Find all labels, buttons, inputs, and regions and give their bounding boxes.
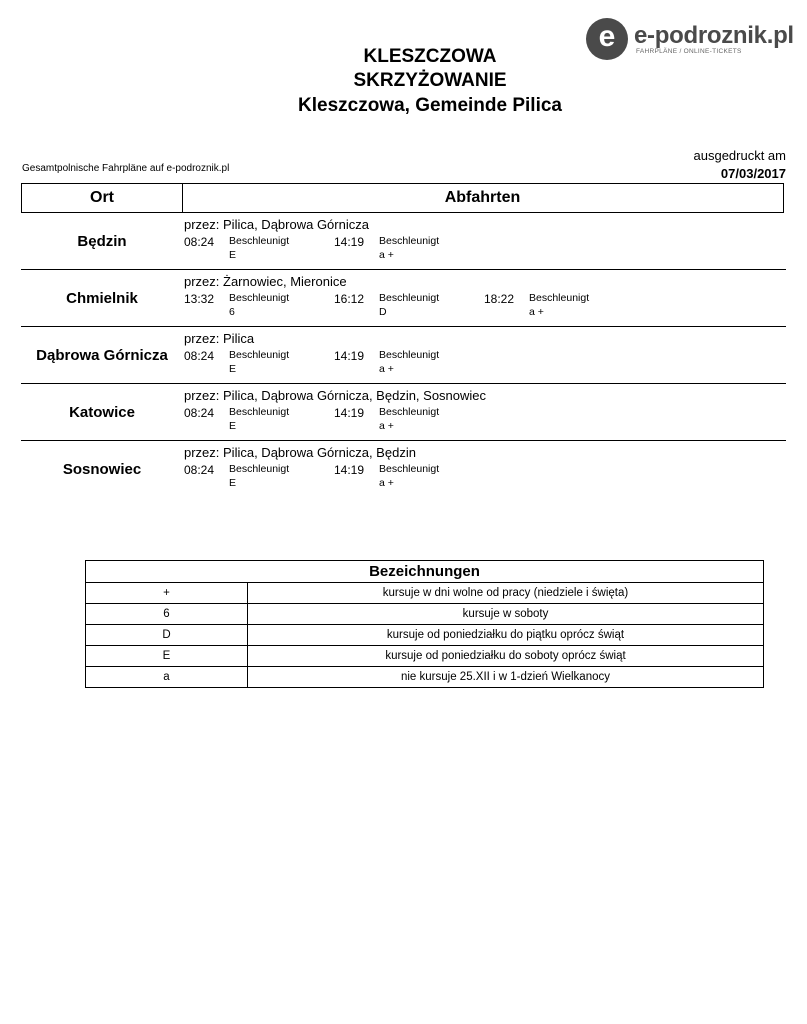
departure [184, 463, 334, 493]
logo [586, 18, 796, 62]
departure-time: 14:19 [334, 235, 365, 249]
destination-name: Sosnowiec [62, 460, 142, 478]
destination-name: Katowice [69, 403, 135, 421]
departure-note: a + [529, 306, 544, 318]
departure-time: 08:24 [184, 349, 215, 363]
legend-description: kursuje od poniedziałku do piątku oprócz świąt [248, 625, 764, 646]
departure [484, 292, 634, 322]
departure-note: E [229, 420, 237, 432]
departure-type: Beschleunigt [379, 406, 440, 418]
logo-text: e-podroznik.pl [634, 22, 794, 49]
departure-type: Beschleunigt [379, 292, 440, 304]
departure-note: a + [379, 363, 394, 375]
column-header-place: Ort [22, 184, 183, 212]
departure-note: D [379, 306, 387, 318]
departure [184, 235, 334, 265]
departure-time: 14:19 [334, 463, 365, 477]
departure-note: a + [379, 420, 394, 432]
departure [184, 292, 334, 322]
legend-row [86, 583, 764, 604]
route-via: przez: Żarnowiec, Mieronice [184, 274, 347, 289]
stop-location: Kleszczowa, Gemeinde Pilica [298, 95, 562, 116]
departure [184, 349, 334, 379]
departure [334, 463, 484, 493]
departure-note: E [229, 249, 237, 261]
departure-type: Beschleunigt [229, 235, 290, 247]
route-via: przez: Pilica [184, 331, 255, 346]
legend-symbol: 6 [86, 604, 248, 625]
column-header-departures: Abfahrten [444, 189, 521, 206]
departure-note: a + [379, 477, 394, 489]
route-via: przez: Pilica, Dąbrowa Górnicza, Będzin, Sosnowiec [184, 388, 487, 403]
destination-row [21, 327, 786, 384]
route-via: przez: Pilica, Dąbrowa Górnicza [184, 217, 369, 232]
departure-note: 6 [229, 306, 235, 318]
departure-note: E [229, 363, 237, 375]
departure-type: Beschleunigt [229, 349, 290, 361]
printed-date: 07/03/2017 [720, 166, 786, 181]
departure-time: 13:32 [184, 292, 215, 306]
legend-row [86, 667, 764, 688]
logo-subtitle: FAHRPLÄNE / ONLINE-TICKETS [636, 48, 742, 55]
destination-name: Chmielnik [66, 289, 138, 307]
destination-row [21, 384, 786, 441]
departure-type: Beschleunigt [229, 292, 290, 304]
departure-time: 08:24 [184, 235, 215, 249]
legend-symbol: D [86, 625, 248, 646]
departure-time: 18:22 [484, 292, 515, 306]
stop-name: KLESZCZOWA [363, 46, 497, 67]
departure [334, 235, 484, 265]
departure-type: Beschleunigt [229, 406, 290, 418]
legend-description: kursuje w dni wolne od pracy (niedziele i święta) [248, 583, 764, 604]
departure [334, 406, 484, 436]
departure [334, 292, 484, 322]
destination-row [21, 441, 786, 498]
legend-description: nie kursuje 25.XII i w 1-dzień Wielkanocy [248, 667, 764, 688]
stop-subname: SKRZYŻOWANIE [353, 70, 507, 91]
legend-body [86, 583, 764, 688]
timetable-header [21, 183, 784, 213]
route-via: przez: Pilica, Dąbrowa Górnicza, Będzin [184, 445, 416, 460]
legend-symbol: a [86, 667, 248, 688]
logo-letter: e [598, 20, 616, 53]
printed-label: ausgedruckt am [693, 148, 786, 163]
departure-time: 14:19 [334, 406, 365, 420]
departure-time: 08:24 [184, 406, 215, 420]
legend-description: kursuje w soboty [248, 604, 764, 625]
departure-type: Beschleunigt [379, 349, 440, 361]
departure [334, 349, 484, 379]
destination-row [21, 270, 786, 327]
destination-name: Będzin [77, 232, 127, 250]
departure-type: Beschleunigt [379, 463, 440, 475]
legend-row [86, 625, 764, 646]
departure-type: Beschleunigt [529, 292, 590, 304]
legend-row [86, 646, 764, 667]
source-note: Gesamtpolnische Fahrpläne auf e-podroznik.pl [22, 163, 230, 174]
legend-header-row [86, 561, 764, 583]
legend-description: kursuje od poniedziałku do soboty oprócz świąt [248, 646, 764, 667]
legend-symbol: E [86, 646, 248, 667]
departure-time: 16:12 [334, 292, 365, 306]
destination-row [21, 213, 786, 270]
departure-note: a + [379, 249, 394, 261]
departure-note: E [229, 477, 237, 489]
legend-title: Bezeichnungen [86, 561, 764, 583]
departure-type: Beschleunigt [379, 235, 440, 247]
departure-time: 08:24 [184, 463, 215, 477]
legend-symbol: + [86, 583, 248, 604]
legend-row [86, 604, 764, 625]
departure-type: Beschleunigt [229, 463, 290, 475]
legend-table [85, 560, 764, 688]
departure-time: 14:19 [334, 349, 365, 363]
destination-name: Dąbrowa Górnicza [36, 346, 168, 364]
departure [184, 406, 334, 436]
